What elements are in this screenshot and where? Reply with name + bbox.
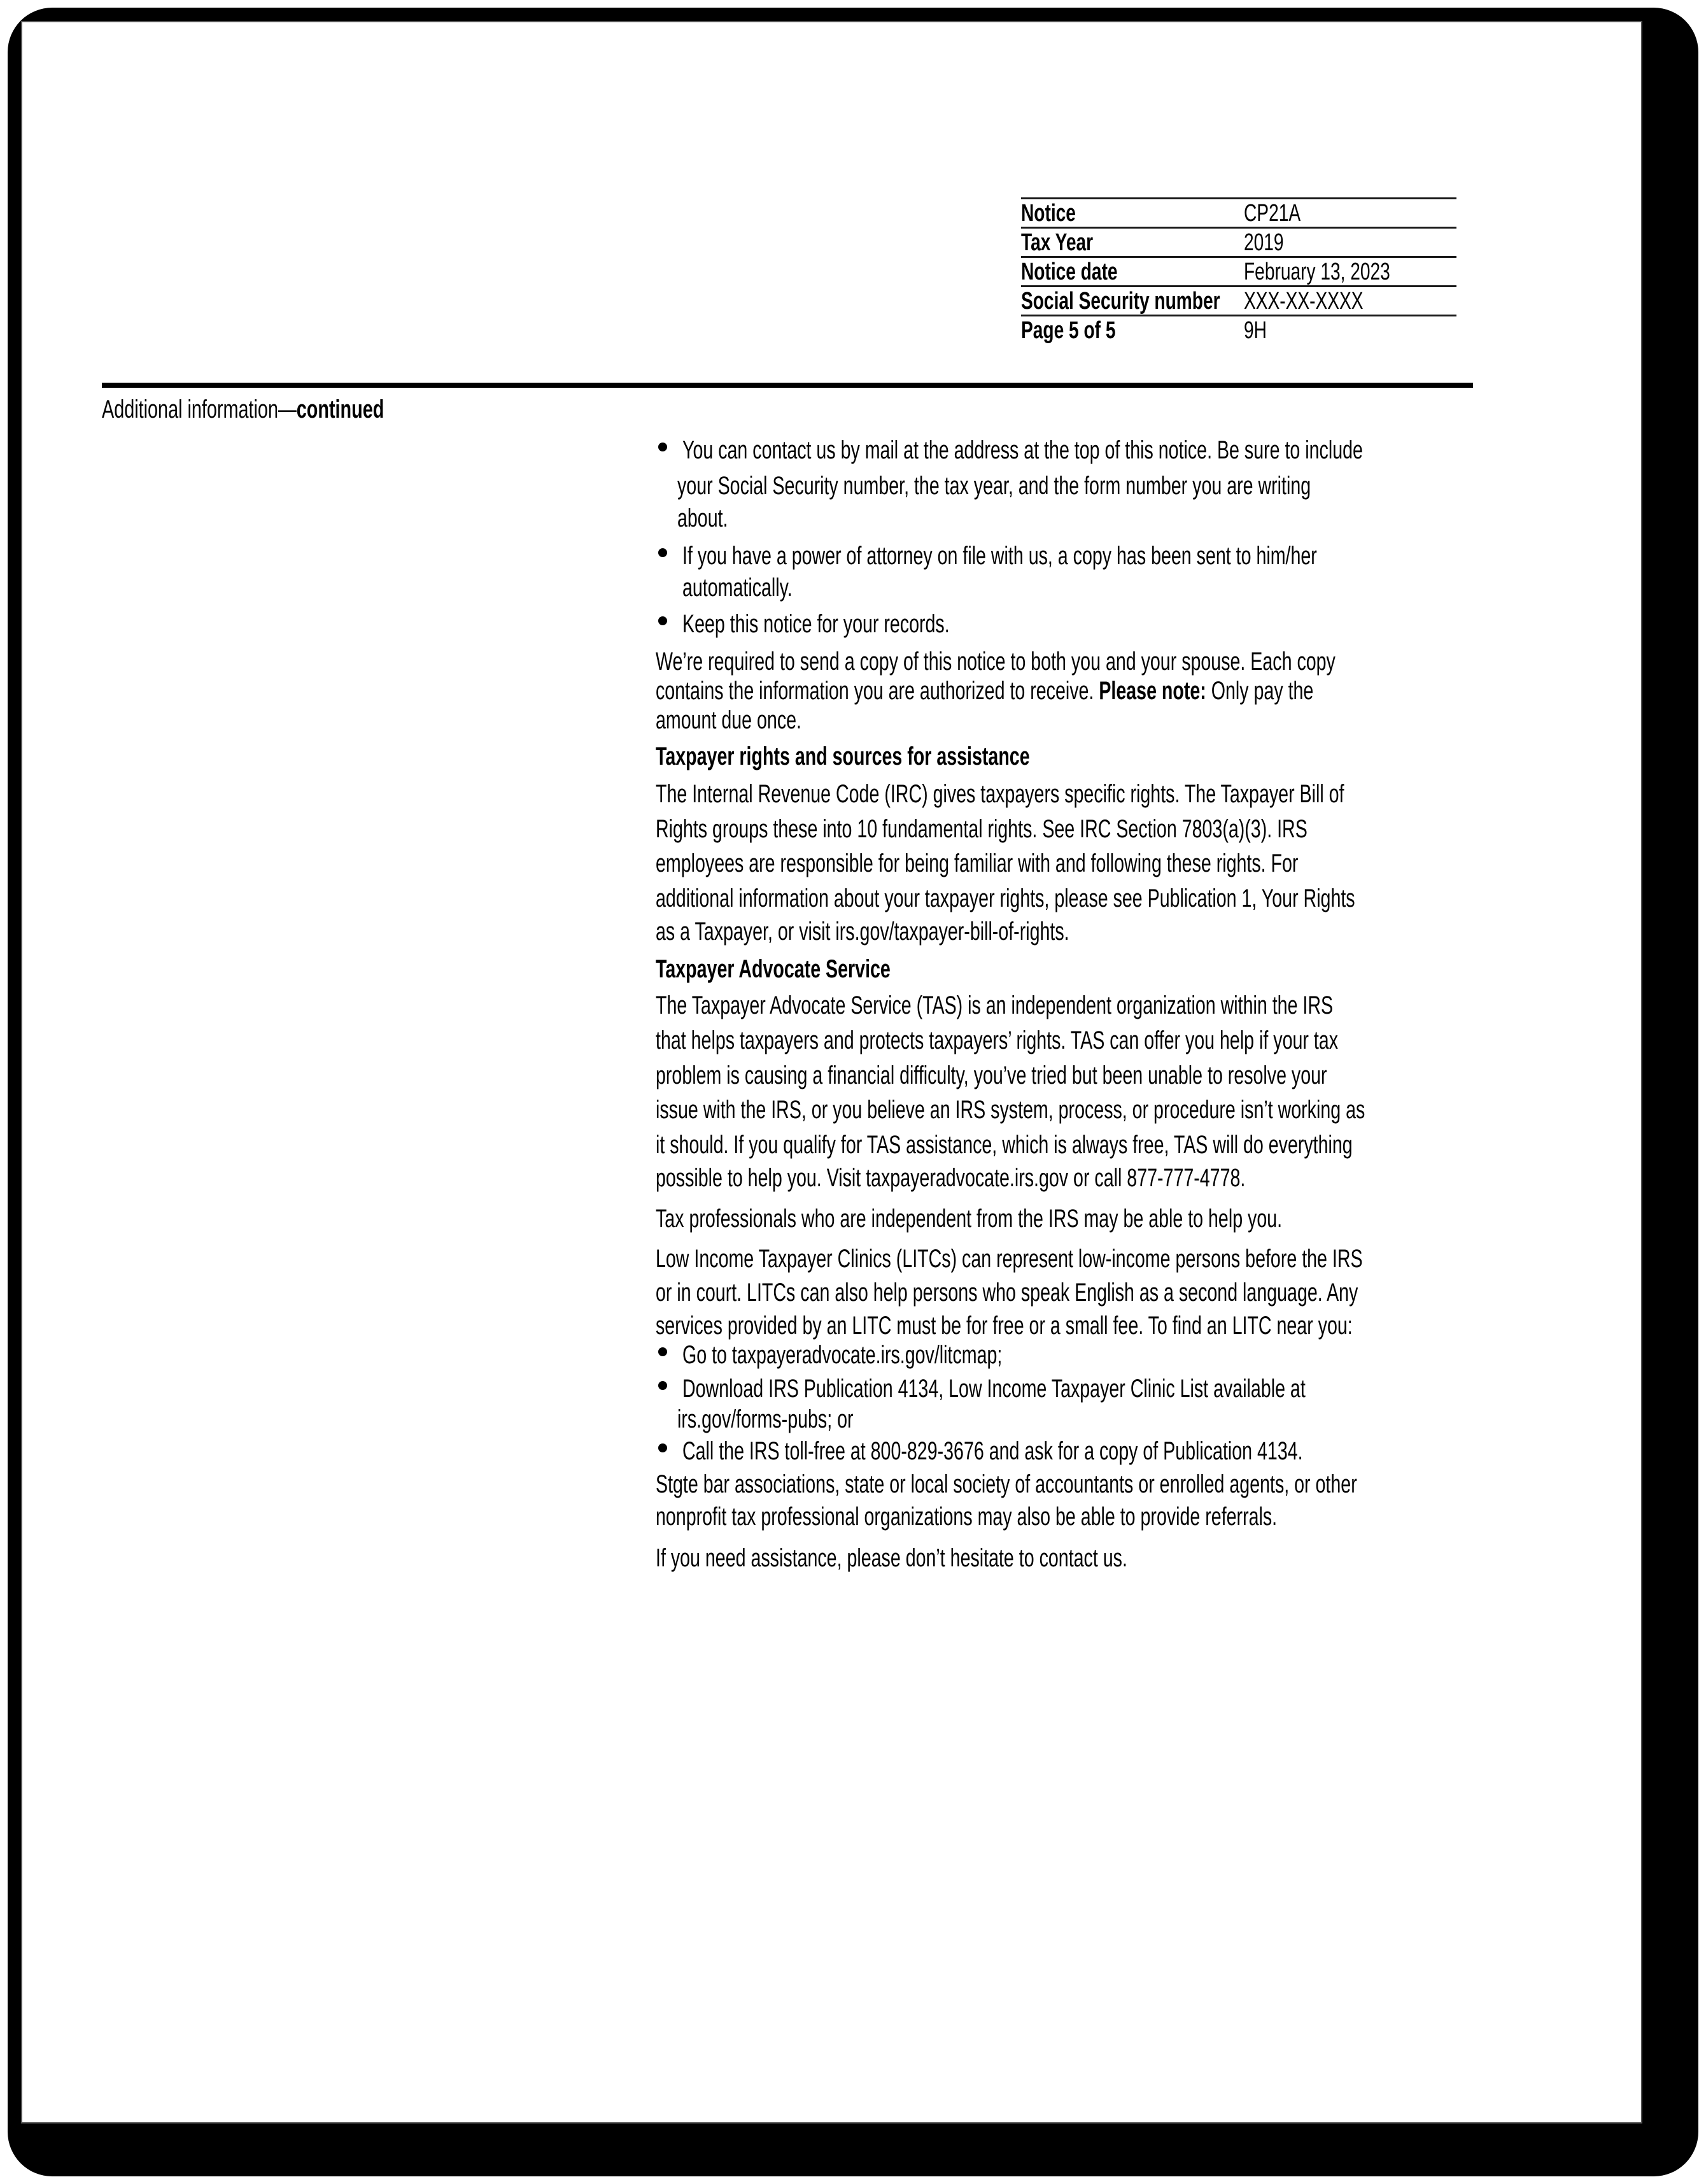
bullet-icon [658, 616, 667, 625]
referral-line: Stgte bar associations, state or local society of accountants or enrolled agents, or other [656, 1470, 1357, 1498]
section-title [102, 395, 384, 424]
ssn-value: XXX-XX-XXXX [1244, 288, 1364, 315]
litc-line: or in court. LITCs can also help persons who speak English as a second language. Any [656, 1279, 1358, 1307]
tas-line: possible to help you. Visit taxpayeradvocate.irs.gov or call 877-777-4778. [656, 1164, 1246, 1192]
spouse-paragraph-line [656, 676, 1313, 706]
spouse-paragraph-line: amount due once. [656, 706, 801, 734]
notice-value: CP21A [1244, 200, 1301, 227]
tas-heading: Taxpayer Advocate Service [656, 955, 891, 983]
section-title-text: Additional information— [102, 395, 297, 423]
rights-line: additional information about your taxpayer rights, please see Publication 1, Your Rights [656, 884, 1355, 912]
bullet-text: your Social Security number, the tax year, and the form number you are writing [677, 472, 1311, 500]
litc-line: services provided by an LITC must be for free or a small fee. To find an LITC near you: [656, 1312, 1353, 1340]
closing-line: If you need assistance, please don’t hesitate to contact us. [656, 1544, 1127, 1572]
bullet-icon [658, 548, 667, 557]
rights-line: employees are responsible for being familiar with and following these rights. For [656, 849, 1299, 877]
page-row [1021, 315, 1456, 344]
rights-heading: Taxpayer rights and sources for assistance [656, 742, 1030, 770]
notice-date-row [1021, 256, 1456, 285]
bullet-icon [658, 1381, 667, 1390]
tax-year-value: 2019 [1244, 229, 1284, 256]
tas-line: issue with the IRS, or you believe an IRS system, process, or procedure isn’t working as [656, 1096, 1365, 1124]
tax-year-row [1021, 227, 1456, 256]
notice-info-table [1021, 197, 1456, 344]
notice-label: Notice [1021, 200, 1076, 227]
bullet-icon [658, 443, 667, 451]
bullet-text: If you have a power of attorney on file with us, a copy has been sent to him/her [682, 542, 1317, 570]
ssn-label: Social Security number [1021, 288, 1220, 315]
rights-line: Rights groups these into 10 fundamental rights. See IRC Section 7803(a)(3). IRS [656, 815, 1308, 843]
bullet-icon [658, 1443, 667, 1452]
tax-professionals-line: Tax professionals who are independent from the IRS may be able to help you. [656, 1205, 1283, 1233]
section-divider [102, 383, 1473, 388]
spouse-text: contains the information you are authorized to receive. [656, 677, 1099, 705]
litc-bullet-text: Download IRS Publication 4134, Low Income Taxpayer Clinic List available at [682, 1375, 1306, 1403]
notice-date-value: February 13, 2023 [1244, 259, 1390, 285]
please-note-bold: Please note: [1099, 677, 1206, 705]
bullet-text: about. [677, 504, 728, 532]
spouse-text: Only pay the [1206, 677, 1314, 705]
spouse-paragraph-line: We’re required to send a copy of this notice to both you and your spouse. Each copy [656, 648, 1336, 676]
litc-bullet-text: Go to taxpayeradvocate.irs.gov/litcmap; [682, 1341, 1003, 1369]
litc-bullet-text: irs.gov/forms-pubs; or [677, 1405, 854, 1433]
rights-line: as a Taxpayer, or visit irs.gov/taxpayer-bill-of-rights. [656, 918, 1069, 946]
ssn-row [1021, 285, 1456, 315]
notice-date-label: Notice date [1021, 259, 1118, 285]
bullet-text: automatically. [682, 574, 793, 602]
rights-line: The Internal Revenue Code (IRC) gives taxpayers specific rights. The Taxpayer Bill of [656, 780, 1344, 808]
tas-line: that helps taxpayers and protects taxpayers’ rights. TAS can offer you help if your tax [656, 1026, 1339, 1054]
bullet-text: Keep this notice for your records. [682, 610, 950, 638]
litc-bullet-text: Call the IRS toll-free at 800-829-3676 and ask for a copy of Publication 4134. [682, 1437, 1303, 1465]
tax-year-label: Tax Year [1021, 229, 1094, 256]
bullet-icon [658, 1347, 667, 1356]
page-code-value: 9H [1244, 317, 1267, 344]
tas-line: it should. If you qualify for TAS assistance, which is always free, TAS will do everything [656, 1131, 1353, 1159]
referral-line: nonprofit tax professional organizations may also be able to provide referrals. [656, 1503, 1278, 1531]
section-title-bold: continued [296, 395, 384, 423]
bullet-text: You can contact us by mail at the address at the top of this notice. Be sure to include [682, 436, 1363, 464]
litc-line: Low Income Taxpayer Clinics (LITCs) can represent low-income persons before the IRS [656, 1245, 1363, 1273]
tas-line: The Taxpayer Advocate Service (TAS) is an independent organization within the IRS [656, 991, 1334, 1019]
page-number-label: Page 5 of 5 [1021, 317, 1116, 344]
notice-row [1021, 197, 1456, 227]
tas-line: problem is causing a financial difficulty, you’ve tried but been unable to resolve your [656, 1061, 1327, 1089]
